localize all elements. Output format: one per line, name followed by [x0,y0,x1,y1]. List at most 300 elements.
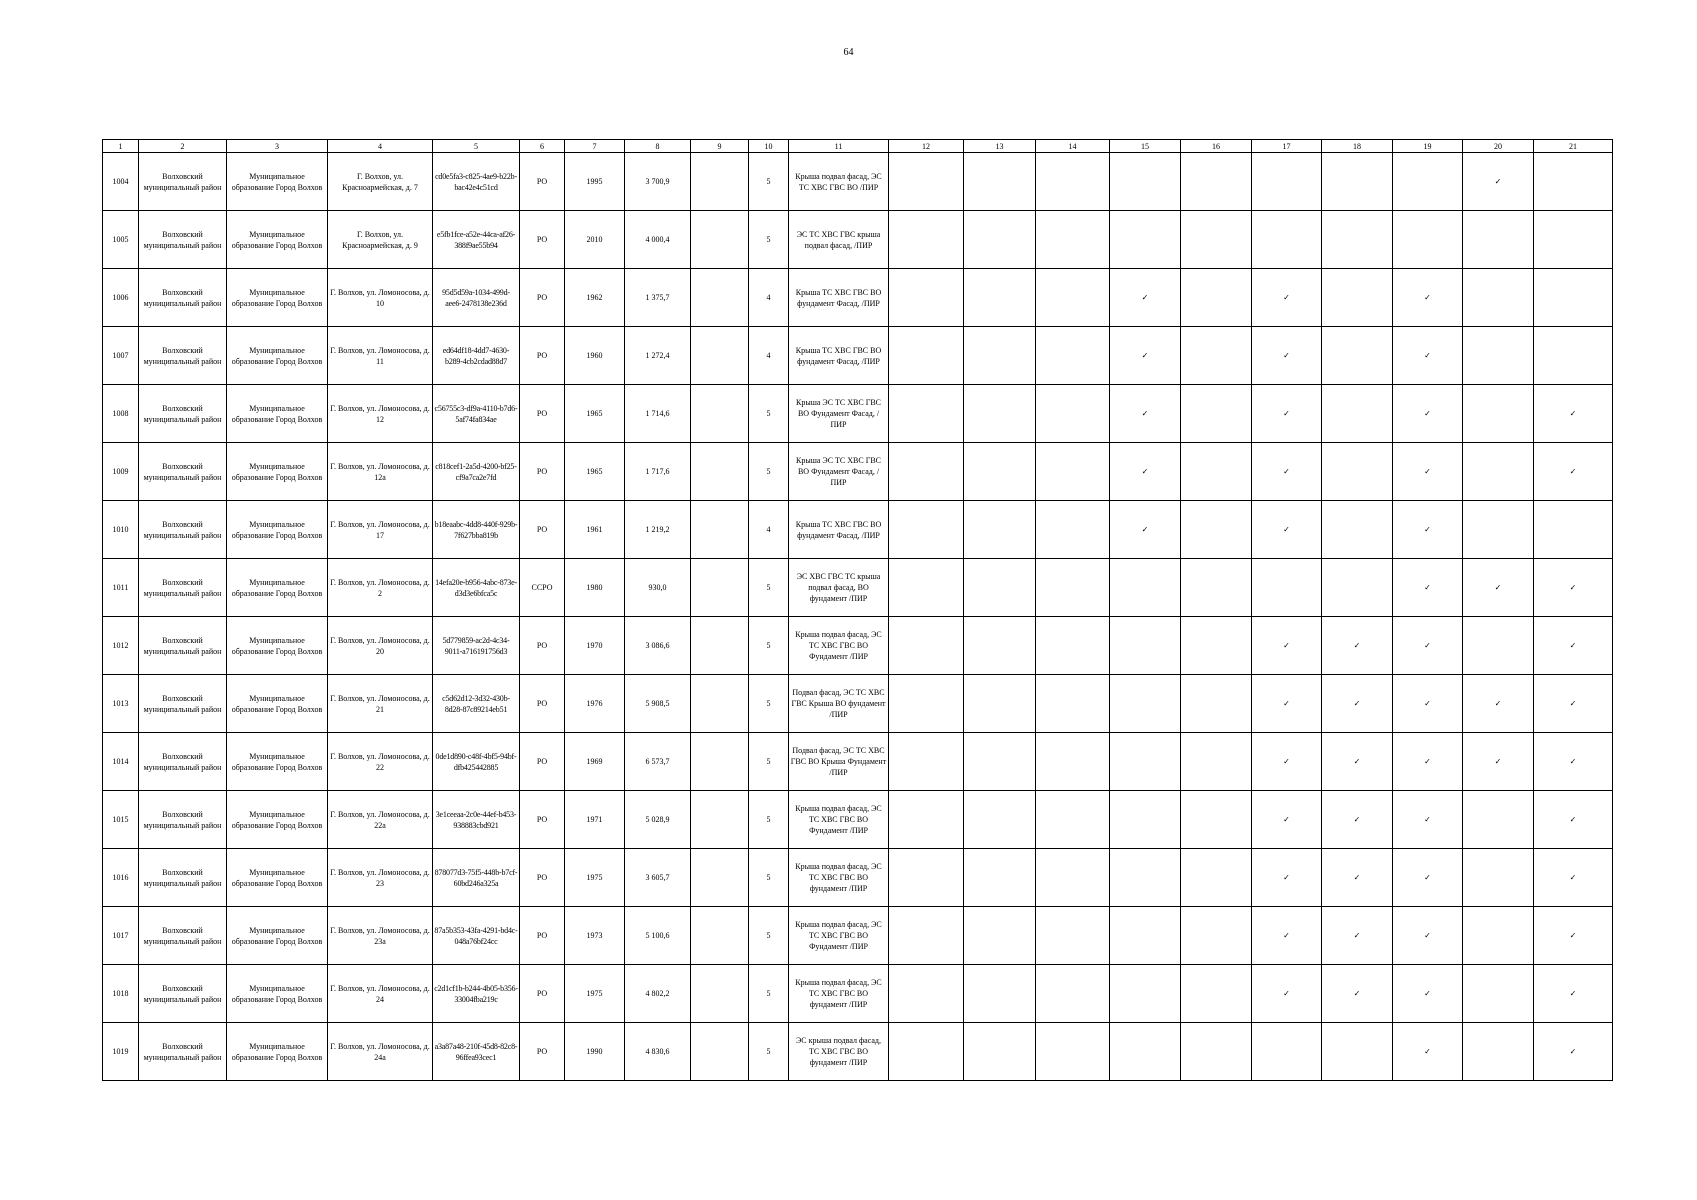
check-cell-col-15 [1110,559,1181,617]
check-cell-col-12 [889,153,964,211]
works-list-cell: Крыша ЭС ТС ХВС ГВС ВО Фундамент Фасад, /ПИР [789,385,889,443]
check-cell-col-19: ✓ [1393,1023,1463,1081]
municipality-cell: Муниципальное образование Город Волхов [227,443,328,501]
column-10-cell: 5 [749,791,789,849]
column-10-cell: 5 [749,153,789,211]
building-code-cell: 0de1d890-c48f-4bf5-94bf-dfb425442885 [433,733,520,791]
address-cell: Г. Волхов, ул. Ломоносова, д. 20 [328,617,433,675]
year-cell: 1965 [565,443,625,501]
check-cell-col-13 [964,559,1036,617]
funding-type-cell: РО [520,733,565,791]
district-cell: Волховский муниципальный район [139,501,227,559]
works-list-cell: Крыша ТС ХВС ГВС ВО фундамент Фасад, /ПИР [789,501,889,559]
works-list-cell: Крыша подвал фасад, ЭС ТС ХВС ГВС ВО /ПИР [789,153,889,211]
check-cell-col-13 [964,849,1036,907]
check-cell-col-16 [1181,211,1252,269]
check-cell-col-12 [889,733,964,791]
year-cell: 1969 [565,733,625,791]
column-number-10: 10 [749,140,789,153]
column-number-6: 6 [520,140,565,153]
check-cell-col-12 [889,269,964,327]
year-cell: 2010 [565,211,625,269]
area-cell: 1 219,2 [625,501,691,559]
works-list-cell: ЭС ТС ХВС ГВС крыша подвал фасад, /ПИР [789,211,889,269]
municipality-cell: Муниципальное образование Город Волхов [227,269,328,327]
table-row [103,385,1613,443]
column-10-cell: 5 [749,965,789,1023]
area-cell: 5 908,5 [625,675,691,733]
column-number-19: 19 [1393,140,1463,153]
column-9-cell [691,965,749,1023]
row-number-cell: 1010 [103,501,139,559]
check-cell-col-19: ✓ [1393,617,1463,675]
row-number-cell: 1012 [103,617,139,675]
column-10-cell: 5 [749,443,789,501]
address-cell: Г. Волхов, ул. Ломоносова, д. 24а [328,1023,433,1081]
row-number-cell: 1015 [103,791,139,849]
column-number-11: 11 [789,140,889,153]
row-number-cell: 1017 [103,907,139,965]
check-cell-col-14 [1036,965,1110,1023]
check-cell-col-21 [1534,269,1613,327]
column-9-cell [691,675,749,733]
address-cell: Г. Волхов, ул. Ломоносова, д. 11 [328,327,433,385]
area-cell: 1 375,7 [625,269,691,327]
funding-type-cell: РО [520,791,565,849]
check-cell-col-18: ✓ [1322,791,1393,849]
address-cell: Г. Волхов, ул. Ломоносова, д. 17 [328,501,433,559]
check-cell-col-17: ✓ [1252,443,1322,501]
check-cell-col-17 [1252,153,1322,211]
column-number-3: 3 [227,140,328,153]
check-cell-col-17: ✓ [1252,269,1322,327]
row-number-cell: 1014 [103,733,139,791]
check-cell-col-20 [1463,965,1534,1023]
check-cell-col-16 [1181,153,1252,211]
check-cell-col-13 [964,791,1036,849]
year-cell: 1990 [565,1023,625,1081]
check-cell-col-15: ✓ [1110,501,1181,559]
column-number-16: 16 [1181,140,1252,153]
year-cell: 1960 [565,327,625,385]
area-cell: 4 802,2 [625,965,691,1023]
year-cell: 1975 [565,965,625,1023]
check-cell-col-17: ✓ [1252,501,1322,559]
building-code-cell: 5d779859-ac2d-4c34-9011-a716191756d3 [433,617,520,675]
municipality-cell: Муниципальное образование Город Волхов [227,617,328,675]
district-cell: Волховский муниципальный район [139,907,227,965]
works-list-cell: Крыша подвал фасад, ЭС ТС ХВС ГВС ВО Фундамент /ПИР [789,907,889,965]
check-cell-col-16 [1181,907,1252,965]
address-cell: Г. Волхов, ул. Ломоносова, д. 12 [328,385,433,443]
check-cell-col-20 [1463,385,1534,443]
check-cell-col-12 [889,327,964,385]
column-number-9: 9 [691,140,749,153]
check-cell-col-16 [1181,617,1252,675]
check-cell-col-13 [964,269,1036,327]
building-code-cell: c2d1cf1b-b244-4b05-b356-33004fba219c [433,965,520,1023]
check-cell-col-17 [1252,1023,1322,1081]
check-cell-col-20 [1463,269,1534,327]
check-cell-col-14 [1036,617,1110,675]
area-cell: 6 573,7 [625,733,691,791]
check-cell-col-15 [1110,849,1181,907]
funding-type-cell: ССРО [520,559,565,617]
check-cell-col-21: ✓ [1534,443,1613,501]
column-number-7: 7 [565,140,625,153]
works-list-cell: Крыша подвал фасад, ЭС ТС ХВС ГВС ВО фундамент /ПИР [789,965,889,1023]
column-9-cell [691,733,749,791]
address-cell: Г. Волхов, ул. Ломоносова, д. 22 [328,733,433,791]
area-cell: 1 272,4 [625,327,691,385]
check-cell-col-20 [1463,849,1534,907]
check-cell-col-13 [964,675,1036,733]
table-row [103,849,1613,907]
check-cell-col-19: ✓ [1393,849,1463,907]
check-cell-col-16 [1181,269,1252,327]
address-cell: Г. Волхов, ул. Ломоносова, д. 10 [328,269,433,327]
check-cell-col-20 [1463,327,1534,385]
check-cell-col-15 [1110,617,1181,675]
check-cell-col-16 [1181,501,1252,559]
building-code-cell: 87a5b353-43fa-4291-bd4c-048a76bf24cc [433,907,520,965]
column-number-8: 8 [625,140,691,153]
column-10-cell: 4 [749,327,789,385]
column-10-cell: 4 [749,269,789,327]
works-list-cell: ЭС крыша подвал фасад, ТС ХВС ГВС ВО фундамент /ПИР [789,1023,889,1081]
column-10-cell: 5 [749,907,789,965]
table-row [103,501,1613,559]
row-number-cell: 1016 [103,849,139,907]
check-cell-col-21 [1534,501,1613,559]
check-cell-col-21: ✓ [1534,733,1613,791]
check-cell-col-19: ✓ [1393,675,1463,733]
check-cell-col-13 [964,211,1036,269]
municipality-cell: Муниципальное образование Город Волхов [227,733,328,791]
check-cell-col-17: ✓ [1252,733,1322,791]
address-cell: Г. Волхов, ул. Ломоносова, д. 23а [328,907,433,965]
works-list-cell: Крыша подвал фасад, ЭС ТС ХВС ГВС ВО Фундамент /ПИР [789,617,889,675]
column-9-cell [691,385,749,443]
district-cell: Волховский муниципальный район [139,153,227,211]
check-cell-col-18 [1322,327,1393,385]
table-row [103,559,1613,617]
check-cell-col-18 [1322,211,1393,269]
check-cell-col-15 [1110,791,1181,849]
row-number-cell: 1005 [103,211,139,269]
page-number: 64 [843,47,854,58]
check-cell-col-14 [1036,153,1110,211]
column-number-1: 1 [103,140,139,153]
check-cell-col-13 [964,965,1036,1023]
check-cell-col-17: ✓ [1252,907,1322,965]
check-cell-col-15 [1110,675,1181,733]
funding-type-cell: РО [520,617,565,675]
check-cell-col-18: ✓ [1322,617,1393,675]
check-cell-col-19: ✓ [1393,443,1463,501]
check-cell-col-19: ✓ [1393,791,1463,849]
column-number-5: 5 [433,140,520,153]
district-cell: Волховский муниципальный район [139,617,227,675]
column-10-cell: 5 [749,211,789,269]
year-cell: 1975 [565,849,625,907]
check-cell-col-19: ✓ [1393,559,1463,617]
check-cell-col-12 [889,385,964,443]
check-cell-col-18 [1322,501,1393,559]
municipality-cell: Муниципальное образование Город Волхов [227,153,328,211]
column-number-2: 2 [139,140,227,153]
funding-type-cell: РО [520,501,565,559]
check-cell-col-13 [964,617,1036,675]
district-cell: Волховский муниципальный район [139,675,227,733]
municipality-cell: Муниципальное образование Город Волхов [227,965,328,1023]
area-cell: 1 717,6 [625,443,691,501]
check-cell-col-18 [1322,269,1393,327]
column-9-cell [691,269,749,327]
check-cell-col-12 [889,965,964,1023]
year-cell: 1962 [565,269,625,327]
check-cell-col-17: ✓ [1252,965,1322,1023]
check-cell-col-13 [964,1023,1036,1081]
check-cell-col-16 [1181,443,1252,501]
check-cell-col-14 [1036,675,1110,733]
district-cell: Волховский муниципальный район [139,791,227,849]
check-cell-col-18: ✓ [1322,965,1393,1023]
column-number-13: 13 [964,140,1036,153]
building-code-cell: cd0e5fa3-c825-4ae9-b22b-bac42e4c51cd [433,153,520,211]
row-number-cell: 1018 [103,965,139,1023]
column-9-cell [691,443,749,501]
check-cell-col-17: ✓ [1252,791,1322,849]
check-cell-col-18: ✓ [1322,849,1393,907]
area-cell: 3 605,7 [625,849,691,907]
check-cell-col-19: ✓ [1393,733,1463,791]
works-list-cell: Подвал фасад, ЭС ТС ХВС ГВС Крыша ВО фундамент /ПИР [789,675,889,733]
check-cell-col-20 [1463,211,1534,269]
table-row [103,907,1613,965]
check-cell-col-13 [964,501,1036,559]
area-cell: 3 700,9 [625,153,691,211]
district-cell: Волховский муниципальный район [139,849,227,907]
check-cell-col-20 [1463,501,1534,559]
check-cell-col-19 [1393,153,1463,211]
check-cell-col-20: ✓ [1463,559,1534,617]
column-number-12: 12 [889,140,964,153]
check-cell-col-20 [1463,1023,1534,1081]
row-number-cell: 1008 [103,385,139,443]
column-numbers-header-row [103,140,1613,153]
check-cell-col-20 [1463,617,1534,675]
building-code-cell: e5fb1fce-a52e-44ca-af26-388f9ae55b94 [433,211,520,269]
district-cell: Волховский муниципальный район [139,443,227,501]
check-cell-col-15: ✓ [1110,443,1181,501]
area-cell: 5 028,9 [625,791,691,849]
building-code-cell: 3e1ceeaa-2c0e-44ef-b453-938883cbd921 [433,791,520,849]
check-cell-col-20: ✓ [1463,733,1534,791]
year-cell: 1961 [565,501,625,559]
check-cell-col-15 [1110,733,1181,791]
table-row [103,675,1613,733]
check-cell-col-21: ✓ [1534,907,1613,965]
check-cell-col-18 [1322,153,1393,211]
check-cell-col-20: ✓ [1463,153,1534,211]
year-cell: 1980 [565,559,625,617]
check-cell-col-14 [1036,559,1110,617]
building-code-cell: ed64df18-4dd7-4630-b289-4cb2cdad88d7 [433,327,520,385]
check-cell-col-12 [889,1023,964,1081]
check-cell-col-12 [889,617,964,675]
district-cell: Волховский муниципальный район [139,385,227,443]
table-row [103,269,1613,327]
column-9-cell [691,153,749,211]
district-cell: Волховский муниципальный район [139,1023,227,1081]
check-cell-col-19: ✓ [1393,501,1463,559]
check-cell-col-19: ✓ [1393,269,1463,327]
check-cell-col-18 [1322,1023,1393,1081]
check-cell-col-12 [889,211,964,269]
check-cell-col-14 [1036,501,1110,559]
funding-type-cell: РО [520,153,565,211]
year-cell: 1970 [565,617,625,675]
municipality-cell: Муниципальное образование Город Волхов [227,675,328,733]
table-row [103,733,1613,791]
check-cell-col-16 [1181,849,1252,907]
check-cell-col-21: ✓ [1534,791,1613,849]
column-number-21: 21 [1534,140,1613,153]
row-number-cell: 1011 [103,559,139,617]
year-cell: 1995 [565,153,625,211]
district-cell: Волховский муниципальный район [139,733,227,791]
works-list-cell: Подвал фасад, ЭС ТС ХВС ГВС ВО Крыша Фундамент /ПИР [789,733,889,791]
building-code-cell: c56755c3-df9a-4110-b7d6-5af74fa834ae [433,385,520,443]
check-cell-col-15: ✓ [1110,385,1181,443]
column-10-cell: 5 [749,385,789,443]
column-9-cell [691,559,749,617]
check-cell-col-14 [1036,385,1110,443]
column-10-cell: 5 [749,849,789,907]
municipality-cell: Муниципальное образование Город Волхов [227,211,328,269]
check-cell-col-21: ✓ [1534,849,1613,907]
year-cell: 1976 [565,675,625,733]
address-cell: Г. Волхов, ул. Красноармейская, д. 7 [328,153,433,211]
column-9-cell [691,617,749,675]
column-10-cell: 5 [749,675,789,733]
column-number-15: 15 [1110,140,1181,153]
address-cell: Г. Волхов, ул. Ломоносова, д. 21 [328,675,433,733]
column-10-cell: 5 [749,1023,789,1081]
check-cell-col-14 [1036,1023,1110,1081]
building-code-cell: b18eaabc-4dd8-440f-929b-7f627bba819b [433,501,520,559]
table-row [103,965,1613,1023]
building-code-cell: 95d5d59a-1034-499d-aee6-2478138e236d [433,269,520,327]
check-cell-col-20 [1463,443,1534,501]
municipality-cell: Муниципальное образование Город Волхов [227,907,328,965]
check-cell-col-14 [1036,443,1110,501]
year-cell: 1965 [565,385,625,443]
area-cell: 930,0 [625,559,691,617]
municipality-cell: Муниципальное образование Город Волхов [227,1023,328,1081]
check-cell-col-21 [1534,153,1613,211]
address-cell: Г. Волхов, ул. Ломоносова, д. 22а [328,791,433,849]
check-cell-col-13 [964,385,1036,443]
check-cell-col-12 [889,907,964,965]
check-cell-col-18: ✓ [1322,733,1393,791]
column-9-cell [691,501,749,559]
check-cell-col-16 [1181,1023,1252,1081]
year-cell: 1971 [565,791,625,849]
check-cell-col-21: ✓ [1534,1023,1613,1081]
district-cell: Волховский муниципальный район [139,965,227,1023]
column-9-cell [691,327,749,385]
check-cell-col-13 [964,907,1036,965]
area-cell: 1 714,6 [625,385,691,443]
column-number-18: 18 [1322,140,1393,153]
check-cell-col-12 [889,443,964,501]
funding-type-cell: РО [520,675,565,733]
funding-type-cell: РО [520,849,565,907]
column-number-4: 4 [328,140,433,153]
funding-type-cell: РО [520,327,565,385]
check-cell-col-13 [964,733,1036,791]
table-row [103,327,1613,385]
address-cell: Г. Волхов, ул. Ломоносова, д. 12а [328,443,433,501]
row-number-cell: 1013 [103,675,139,733]
address-cell: Г. Волхов, ул. Красноармейская, д. 9 [328,211,433,269]
check-cell-col-16 [1181,385,1252,443]
check-cell-col-17: ✓ [1252,327,1322,385]
area-cell: 4 000,4 [625,211,691,269]
check-cell-col-15: ✓ [1110,269,1181,327]
column-10-cell: 4 [749,501,789,559]
column-number-20: 20 [1463,140,1534,153]
column-9-cell [691,791,749,849]
check-cell-col-18: ✓ [1322,907,1393,965]
row-number-cell: 1004 [103,153,139,211]
district-cell: Волховский муниципальный район [139,269,227,327]
municipality-cell: Муниципальное образование Город Волхов [227,501,328,559]
municipality-cell: Муниципальное образование Город Волхов [227,849,328,907]
check-cell-col-15 [1110,907,1181,965]
funding-type-cell: РО [520,385,565,443]
municipality-cell: Муниципальное образование Город Волхов [227,327,328,385]
check-cell-col-16 [1181,791,1252,849]
table-row [103,791,1613,849]
check-cell-col-12 [889,501,964,559]
check-cell-col-14 [1036,269,1110,327]
column-10-cell: 5 [749,559,789,617]
column-number-14: 14 [1036,140,1110,153]
check-cell-col-15 [1110,153,1181,211]
check-cell-col-21: ✓ [1534,617,1613,675]
check-cell-col-21: ✓ [1534,559,1613,617]
column-9-cell [691,907,749,965]
district-cell: Волховский муниципальный район [139,211,227,269]
row-number-cell: 1019 [103,1023,139,1081]
check-cell-col-16 [1181,965,1252,1023]
table-row [103,153,1613,211]
check-cell-col-16 [1181,733,1252,791]
municipality-cell: Муниципальное образование Город Волхов [227,559,328,617]
funding-type-cell: РО [520,907,565,965]
column-9-cell [691,849,749,907]
check-cell-col-13 [964,443,1036,501]
building-code-cell: 14efa20e-b956-4abc-873e-d3d3e6bfca5c [433,559,520,617]
table-row [103,617,1613,675]
check-cell-col-19: ✓ [1393,965,1463,1023]
check-cell-col-21 [1534,211,1613,269]
check-cell-col-19: ✓ [1393,385,1463,443]
table-body [103,153,1613,1081]
